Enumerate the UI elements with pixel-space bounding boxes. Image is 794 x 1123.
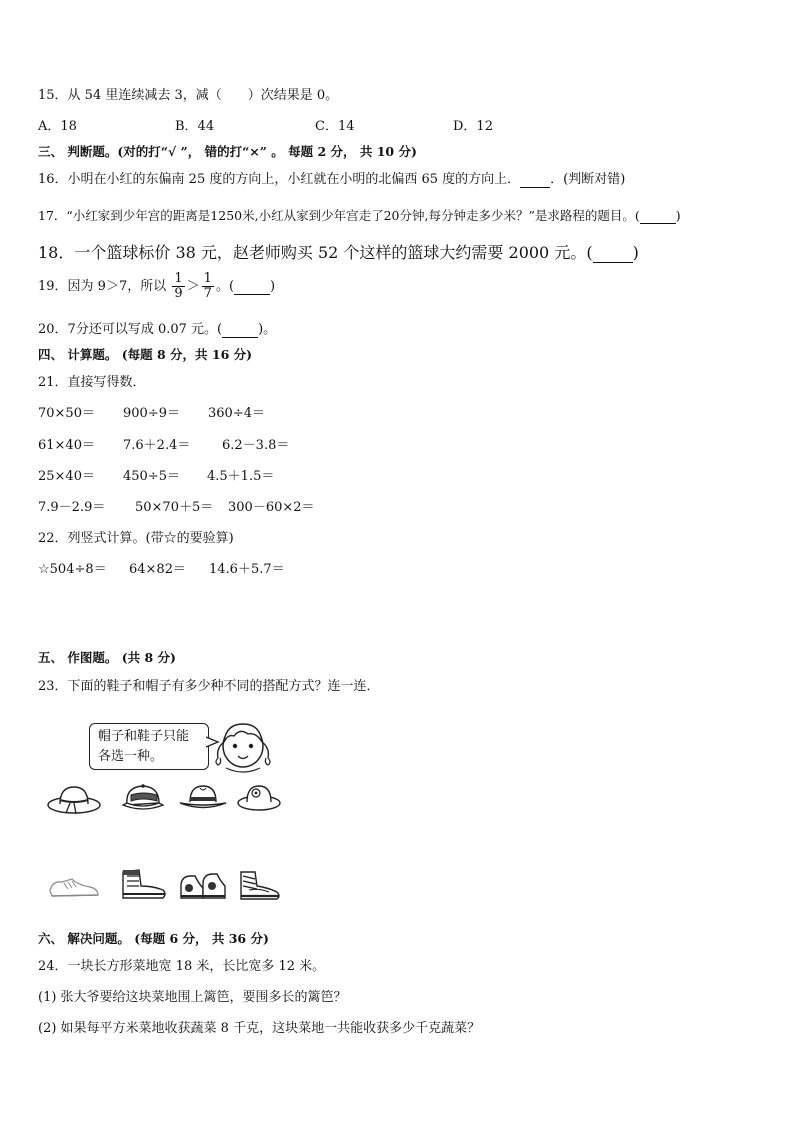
q17-text: 17．“小红家到少年宫的距离是1250米,小红从家到少年宫走了20分钟,每分钟走多少米？”是求路程的题目。( <box>38 208 640 223</box>
calc-item: 900÷9＝ <box>123 406 180 421</box>
q17-blank <box>640 208 676 224</box>
vertical-calc-item: ☆504÷8＝ <box>38 562 107 577</box>
q15-option-a: A．18 <box>38 119 77 134</box>
question-21-title: 21．直接写得数． <box>38 375 146 390</box>
calc-item: 7.6＋2.4＝ <box>123 438 191 453</box>
q19-suffix: ) <box>270 279 276 294</box>
shoe-1-sneaker-icon <box>46 873 102 903</box>
girl-icon <box>212 718 274 778</box>
shoe-3-kids-shoes-icon <box>177 866 229 904</box>
hat-3-fedora-icon <box>178 782 228 812</box>
frac2-numerator: 1 <box>203 271 212 286</box>
q19-mid: 。( <box>215 279 235 294</box>
q18-suffix: ) <box>632 243 639 262</box>
q17-suffix: ) <box>675 208 681 223</box>
question-18 <box>38 240 639 263</box>
calc-item: 6.2－3.8＝ <box>222 438 290 453</box>
question-20 <box>38 318 276 338</box>
calc-item: 7.9－2.9＝ <box>38 500 106 515</box>
hat-4-flower-icon <box>236 781 282 813</box>
vertical-calc-item: 14.6＋5.7＝ <box>209 562 285 577</box>
q20-text: 20．7分还可以写成 0.07 元。( <box>38 322 223 337</box>
shoe-2-boot-icon <box>117 864 169 904</box>
frac1-denominator: 9 <box>174 286 183 301</box>
q15-option-c: C．14 <box>315 119 355 134</box>
q15-option-b: B．44 <box>175 119 215 134</box>
hat-1-icon <box>46 783 102 817</box>
question-24-part-2: (2) 如果每平方米菜地收获蔬菜 8 千克，这块菜地一共能收获多少千克蔬菜？ <box>38 1021 481 1036</box>
calc-item: 300－60×2＝ <box>228 500 315 515</box>
speech-bubble <box>89 723 209 770</box>
hat-2-cap-icon <box>119 781 167 815</box>
question-19 <box>38 272 275 301</box>
q19-blank <box>234 279 270 295</box>
section-3-heading: 三、 判断题。(对的打“√ ”， 错的打“×” 。 每题 2 分， 共 10 分) <box>38 144 417 159</box>
frac1-numerator: 1 <box>174 271 183 286</box>
fraction-one-ninth <box>172 272 184 301</box>
section-6-heading: 六、 解决问题。 (每题 6 分， 共 36 分) <box>38 931 269 946</box>
question-15: 15．从 54 里连续减去 3，减（ ）次结果是 0。 <box>38 88 339 103</box>
calc-item: 25×40＝ <box>38 469 95 484</box>
question-17 <box>38 206 681 224</box>
q15-option-d: D．12 <box>453 119 493 134</box>
question-23-title: 23．下面的鞋子和帽子有多少种不同的搭配方式？连一连． <box>38 679 380 694</box>
calc-item: 4.5＋1.5＝ <box>207 469 275 484</box>
calc-item: 50×70＋5＝ <box>135 500 214 515</box>
q16-blank <box>520 172 550 188</box>
q20-blank <box>222 322 258 338</box>
frac2-denominator: 7 <box>203 286 212 301</box>
q18-blank <box>593 243 633 263</box>
q16-text: 16．小明在小红的东偏南 25 度的方向上，小红就在小明的北偏西 65 度的方向上． <box>38 172 521 187</box>
question-24-title: 24．一块长方形菜地宽 18 米，长比宽多 12 米。 <box>38 959 326 974</box>
q16-suffix: ．(判断对错) <box>550 172 626 187</box>
bubble-line-2: 各选一种。 <box>98 749 164 764</box>
question-24-part-1: (1) 张大爷要给这块菜地围上篱笆，要围多长的篱笆？ <box>38 990 347 1005</box>
bubble-line-1: 帽子和鞋子只能 <box>98 729 190 744</box>
shoe-4-hightop-icon <box>235 866 283 904</box>
calc-item: 61×40＝ <box>38 438 95 453</box>
calc-item: 450÷5＝ <box>123 469 180 484</box>
q20-suffix: )。 <box>258 322 277 337</box>
q18-text: 18．一个篮球标价 38 元，赵老师购买 52 个这样的篮球大约需要 2000 元。( <box>38 243 593 262</box>
question-22-title: 22．列竖式计算。(带☆的要验算) <box>38 531 234 546</box>
fraction-one-seventh <box>202 272 214 301</box>
question-16 <box>38 168 625 188</box>
q19-text: 19．因为 9＞7，所以 <box>38 279 167 294</box>
vertical-calc-item: 64×82＝ <box>129 562 186 577</box>
calc-item: 360÷4＝ <box>208 406 265 421</box>
section-4-heading: 四、 计算题。 (每题 8 分，共 16 分) <box>38 347 253 362</box>
section-5-heading: 五、 作图题。 (共 8 分) <box>38 650 176 665</box>
q19-greater-sign: ＞ <box>186 279 200 294</box>
calc-item: 70×50＝ <box>38 406 95 421</box>
